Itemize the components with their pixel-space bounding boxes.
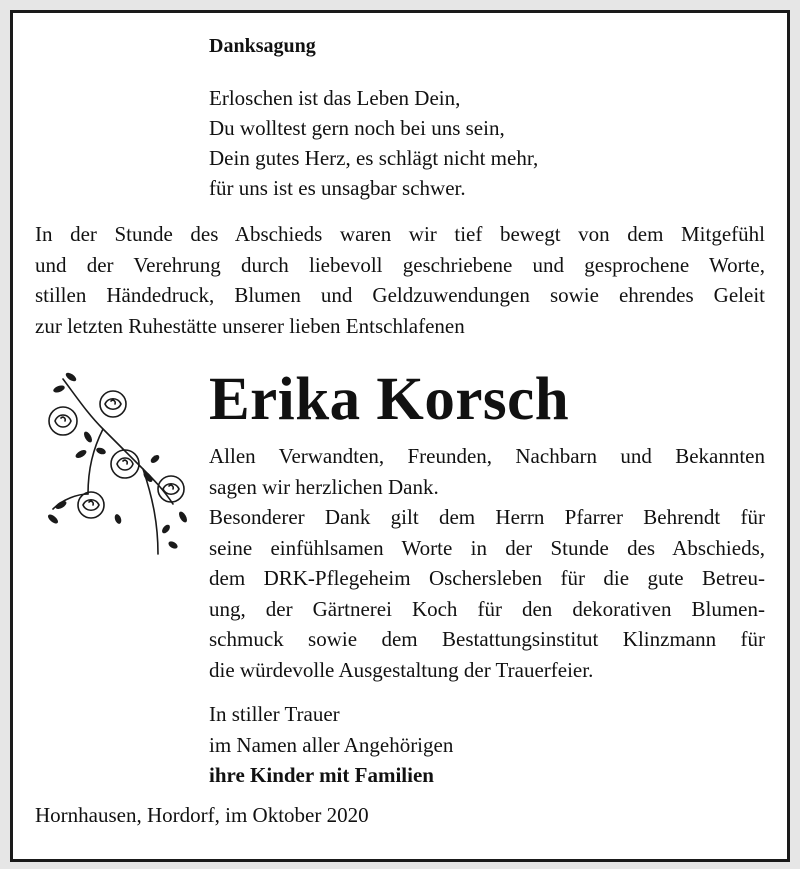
signature-line: In stiller Trauer <box>209 702 340 726</box>
thanks-line: sagen wir herzlichen Dank. <box>209 474 439 499</box>
rose-branch-icon <box>33 359 193 559</box>
poem-line: für uns ist es unsagbar schwer. <box>209 176 466 200</box>
signature-block <box>209 699 453 791</box>
thanks-line: schmuck sowie dem Bestattungsinstitut Klinzmann für <box>209 627 765 651</box>
intro-paragraph <box>35 219 765 341</box>
intro-line: und der Verehrung durch liebevoll geschriebene und gesprochene Worte, <box>35 252 765 277</box>
thanks-line: ung, der Gärtnerei Koch für den dekorativen Blumen- <box>209 596 765 621</box>
poem-line: Erloschen ist das Leben Dein, <box>209 86 461 110</box>
poem <box>209 83 538 203</box>
thanks-line: Allen Verwandten, Freunden, Nachbarn und Bekannten <box>209 444 765 468</box>
intro-line: In der Stunde des Abschieds waren wir tief bewegt von dem Mitgefühl <box>35 222 765 246</box>
thanks-line: die würdevolle Ausgestaltung der Trauerfeier. <box>209 657 594 682</box>
heading: Danksagung <box>209 35 316 57</box>
place-date: Hornhausen, Hordorf, im Oktober 2020 <box>35 803 369 827</box>
thanks-line: seine einfühlsamen Worte in der Stunde des Abschieds, <box>209 535 765 560</box>
thanks-paragraph <box>209 441 765 685</box>
intro-line: zur letzten Ruhestätte unserer lieben Entschlafenen <box>35 313 465 338</box>
obituary-card <box>10 10 790 862</box>
poem-line: Dein gutes Herz, es schlägt nicht mehr, <box>209 146 539 170</box>
signature-line: im Namen aller Angehörigen <box>209 732 454 757</box>
thanks-line: dem DRK-Pflegeheim Oschersleben für die gute Betreu- <box>209 566 765 590</box>
deceased-name: Erika Korsch <box>209 366 570 433</box>
poem-line: Du wolltest gern noch bei uns sein, <box>209 116 505 140</box>
intro-line: stillen Händedruck, Blumen und Geldzuwendungen sowie ehrendes Geleit <box>35 283 765 307</box>
thanks-line: Besonderer Dank gilt dem Herrn Pfarrer Behrendt für <box>209 505 765 529</box>
signature-family: ihre Kinder mit Familien <box>209 763 434 787</box>
